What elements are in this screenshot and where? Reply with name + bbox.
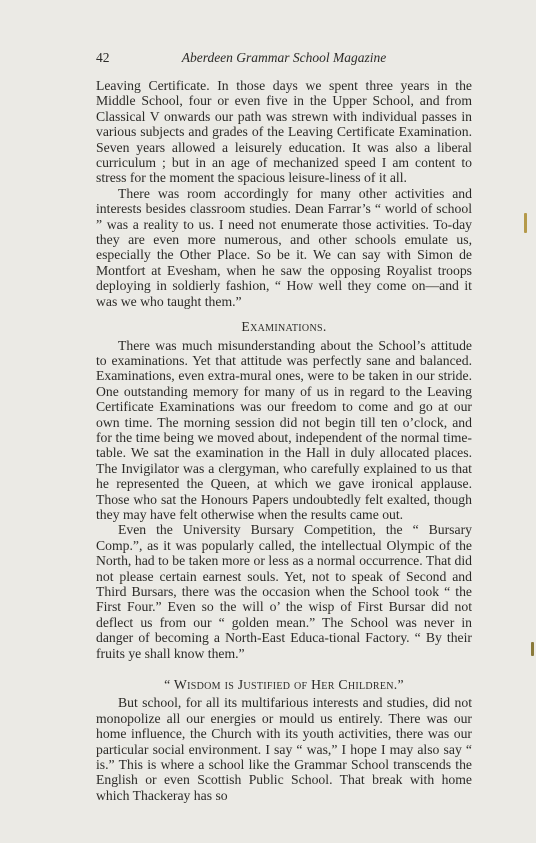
paragraph-3: There was much misunderstanding about the School’s attitude to examinations. Yet that attitude was perfectly sane and balanced. Examinations, even extra-mural ones, were to be taken in our stride. One outstanding memory for many of us in regard to the Leaving Certificate Examinations was our freedom to come and go at our own time. The morning session did not begin till ten o’clock, and for the time being we moved about, independent of the normal time-table. We sat the examination in the Hall in duly allocated places. The Invigilator was a clergyman, who carefully explained to us that he represented the Queen, at which we gave ironical applause. Those who sat the Honours Papers undoubtedly felt exalted, though they may have felt otherwise when the results came out. bbox=[96, 337, 472, 522]
article-body bbox=[96, 78, 472, 803]
paragraph-4: Even the University Bursary Competition, the “ Bursary Comp.”, as it was popularly called, the intellectual Olympic of the North, had to be taken more or less as a normal occurrence. That did not please certain earnest souls. Yet, not to speak of Second and Third Bursars, there was the occasion when the School took “ the First Four.” Even so the will o’ the wisp of First Bursar did not deflect us from our “ golden mean.” The School was never in danger of becoming a North-East Educa-tional Factory. “ By their fruits ye shall know them.” bbox=[96, 522, 472, 661]
section-heading-wisdom: “ Wisdom is Justified of Her Children.” bbox=[164, 677, 404, 693]
paragraph-5: But school, for all its multifarious interests and studies, did not monopolize all our energies or mould us entirely. There was our home influence, the Church with its youth activities, there was our particular social environment. I say “ was,” I hope I may also say “ is.” This is where a school like the Grammar School transcends the English or even Scottish Public School. That break with home which Thackeray has so bbox=[96, 695, 472, 803]
paragraph-2: There was room accordingly for many other activities and interests besides classroom studies. Dean Farrar’s “ world of school ” was a reality to us. I need not enumerate those activities. To-day they are even more numerous, and other schools emulate us, especially the Other Place. So be it. We can say with Simon de Montfort at Evesham, when he saw the opposing Royalist troops deploying in soldierly fashion, “ How well they come on—and it was we who taught them.” bbox=[96, 185, 472, 309]
paragraph-1: Leaving Certificate. In those days we spent three years in the Middle School, four or even five in the Upper School, and from Classical V onwards our path was strewn with individual passes in various subjects and grades of the Leaving Certificate Examination. Seven years allowed a leisurely education. It was also a liberal curriculum ; but in an age of mechanized speed I am content to stress for the moment the spacious leisure-liness of it all. bbox=[96, 78, 472, 186]
section-heading-examinations: Examinations. bbox=[241, 319, 327, 335]
page-edge-mark bbox=[531, 642, 534, 656]
page-number: 42 bbox=[96, 50, 110, 65]
running-head: Aberdeen Grammar School Magazine bbox=[181, 50, 387, 65]
page-edge-mark bbox=[524, 213, 527, 233]
page-header bbox=[96, 50, 472, 70]
